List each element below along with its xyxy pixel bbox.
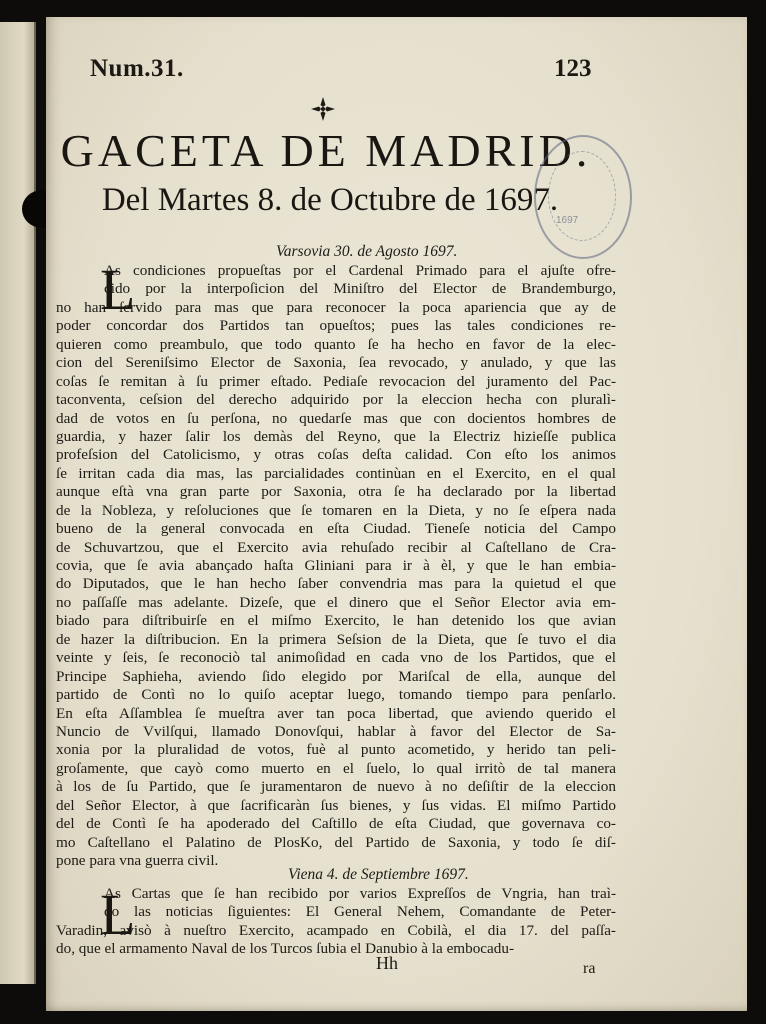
text-line: cion del Sereniſsimo Elector de Saxonia, ſea revocado, y anulado, y que las (56, 354, 616, 372)
text-line: aunque eſtà vna gran parte por Saxonia, otra ſe ha declarado por la libertad (56, 483, 616, 501)
dateline-varsovia: Varsovia 30. de Agosto 1697. (276, 243, 458, 260)
library-stamp-text: 1697 (556, 215, 579, 226)
text-line: taconventa, ceſsion del derecho adquirido por la eleccion hecha con pluralì- (56, 391, 616, 409)
text-line: As condiciones propueſtas por el Cardenal Primado para el ajuſte ofre- (104, 262, 616, 279)
article-viena (56, 882, 616, 959)
library-stamp-inner-ring (548, 151, 616, 241)
text-line: do, que el armamento Naval de los Turcos ſubia el Danubio à la embocadu- (56, 940, 515, 958)
text-line: En eſta Aſſamblea ſe mueſtra aver tan poca libertad, que aviendo querido el (56, 704, 616, 722)
page-number: 123 (554, 55, 592, 82)
text-line: dad de votos en ſu perſona, no quedarſe mas que con docientos hombres de (56, 409, 616, 427)
text-line: poder concordar dos Partidos tan opueſtos; pues las tales condiciones re- (56, 317, 616, 335)
dateline-viena: Viena 4. de Septiembre 1697. (288, 866, 469, 883)
text-line: groſamente, que cayò como muerto en el ſuelo, lo qual irritò de tal manera (56, 759, 616, 777)
text-line: Principe Saphieha, aviendo ſido elegido por Mariſcal de ella, aunque del (56, 667, 616, 685)
text-line: ſe irritan cada dia mas, las parcialidades continùan en el Exercito, en el qual (56, 464, 616, 482)
text-line: cido por la interpoſicion del Miniſtro del Elector de Brandemburgo, (104, 280, 616, 298)
text-line: no han ſervido para mas que para reconocer la poca apariencia que ay de (56, 298, 616, 316)
text-line: bueno de la general convocada en eſta Ciudad. Tieneſe noticia del Campo (56, 520, 616, 538)
text-line: partido de Contì no lo quiſo aceptar luego, tomando tiempo para penſarlo. (56, 686, 616, 704)
text-line: covia, que ſe avia abançado haſta Gliniani para ir à èl, y que le han embia- (56, 557, 616, 574)
text-line: no paſſaſſe mas adelante. Dizeſe, que el dinero que el Señor Elector avia em- (56, 593, 616, 611)
article-varsovia (56, 257, 616, 870)
text-line: Varadin, avisò à nueſtro Exercito, acampado en Cobilà, el dia 17. del paſſa- (56, 921, 616, 939)
text-line: guardia, y hazer ſalir los demàs del Reyno, que la Electriz hizieſſe publica (56, 427, 616, 445)
text-line: del Señor Elector, à que ſacrificaràn ſus bienes, y ſus vidas. El miſmo Partido (56, 796, 616, 814)
text-line: quieren como preambulo, que todo quanto ſe ha hecho en favor de la elec- (56, 335, 616, 353)
drop-cap: L (100, 882, 136, 947)
text-line: biado para diſtribuirſe en el miſmo Exercito, le han detenido los que avian (56, 612, 616, 630)
text-line: do las noticias ſiguientes: El General Nehem, Comandante de Peter- (104, 903, 616, 921)
signature-mark: Hh (376, 953, 398, 973)
drop-cap: L (100, 257, 136, 322)
text-line: pone para vna guerra civil. (56, 852, 219, 869)
issue-dateline: Del Martes 8. de Octubre de 1697. (101, 182, 559, 218)
masthead-title: GACETA DE MADRID. (60, 125, 592, 176)
text-line: del de Contì ſe ha apoderado del Caſtillo de eſta Ciudad, que governava co- (56, 815, 616, 833)
text-line: coſas ſe remitan à ſu primer eſtado. Pediaſe revocacion del juramento del Pac- (56, 372, 616, 390)
library-stamp (534, 135, 632, 259)
text-line: à los de ſu Partido, que ſe juramentaron de nuevo à no deſiſtir de la eleccion (56, 778, 616, 796)
text-line: xonia por la pluralidad de votos, fuè al punto acometido, y herido tan peli- (56, 741, 616, 759)
text-line: de Schuvartzou, que el Exercito avia rehuſado recibir al Caſtellano de Cra- (56, 538, 616, 556)
text-line: As Cartas que ſe han recibido por varios Expreſſos de Vngria, han traì- (104, 885, 616, 902)
issue-number: Num.31. (90, 55, 184, 82)
cross-ornament-icon (310, 96, 336, 122)
text-line: mo Caſtellano el Palatino de PlosKo, del Partido de Saxonia, y todo ſe diſ- (56, 833, 616, 851)
text-line: Nuncio de Vvilſqui, llamado Donovſqui, hablar à favor del Elector de Sa- (56, 722, 616, 740)
text-line: de la Nobleza, y reſoluciones que ſe tomaren en la Dieta, y no ſe eſpera nada (56, 501, 616, 519)
text-line: profeſsion del Catolicismo, y otras coſas deſta calidad. Con eſto los animos (56, 446, 616, 464)
catchword: ra (583, 960, 596, 977)
previous-page-edge (0, 22, 36, 984)
text-line: veinte y ſeis, ſe reconociò tal animoſidad en cada vno de los Partidos, que el (56, 649, 616, 667)
text-line: do Diputados, que le han hecho ſaber convendria mas para la quietud el que (56, 575, 616, 593)
text-line: de hazer la diſtribucion. En la primera Seſsion de la Dieta, que ſe tuvo el dia (56, 630, 616, 648)
